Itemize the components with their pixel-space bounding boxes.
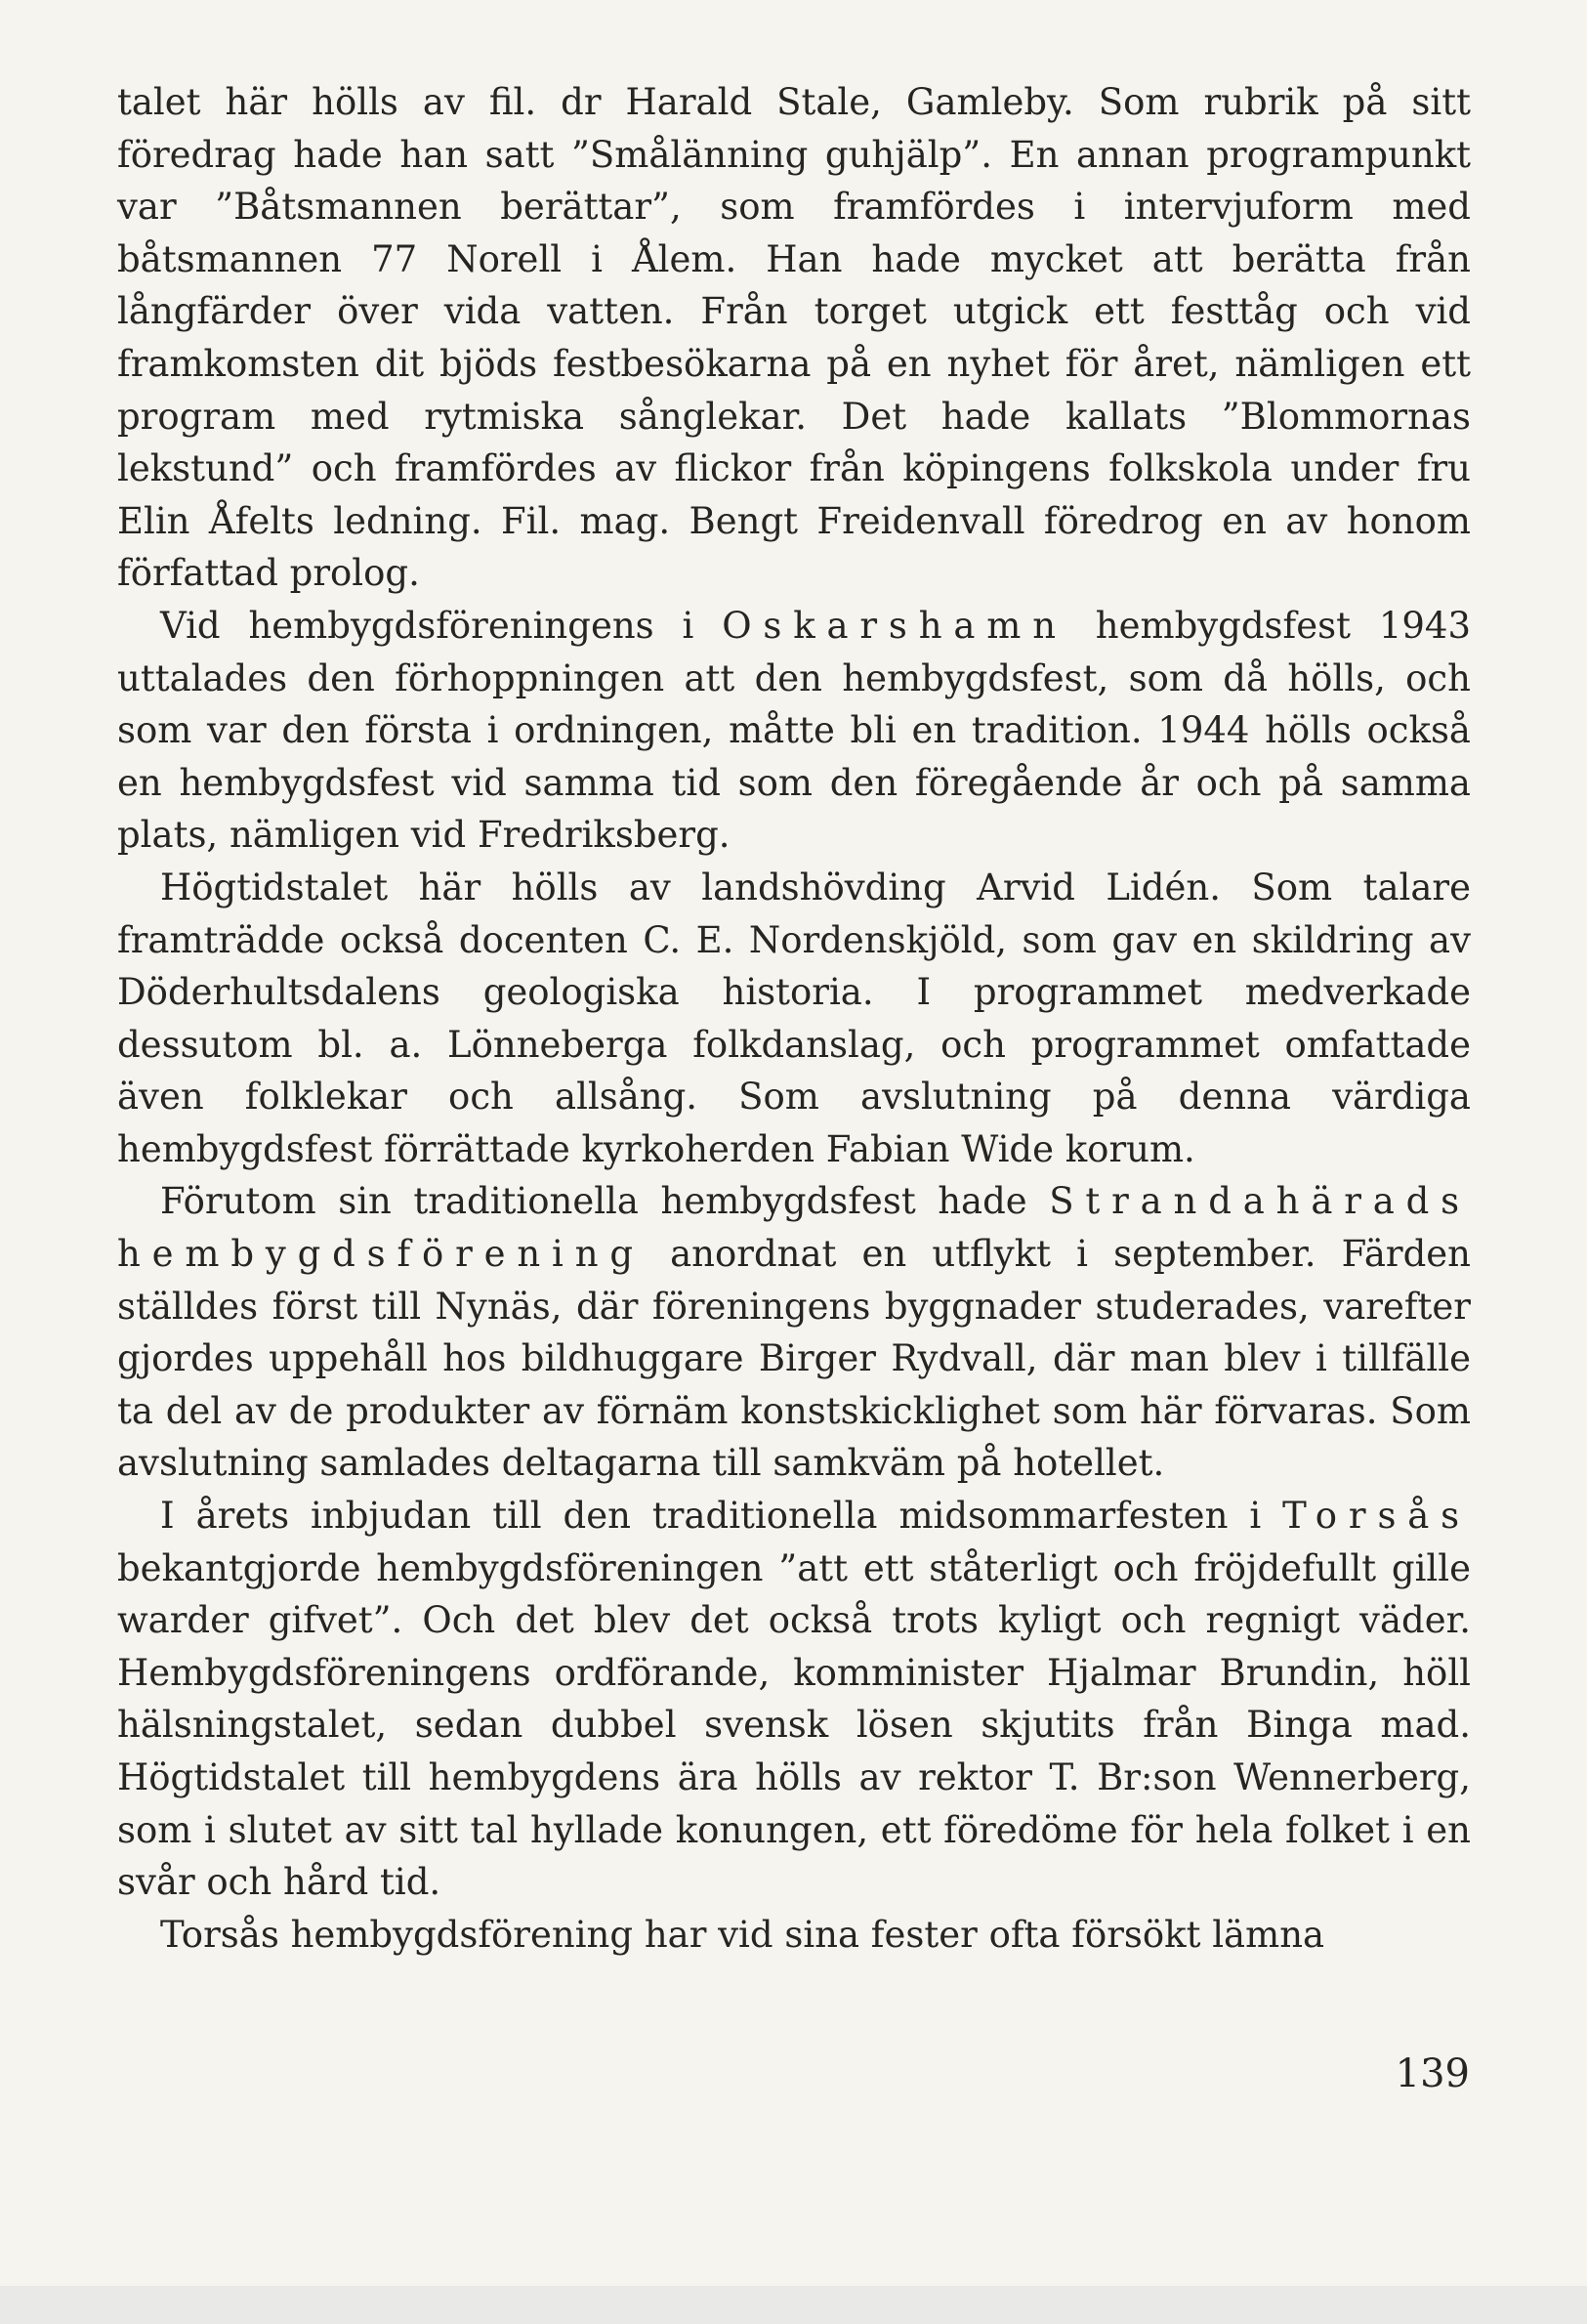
paragraph (117, 1490, 1471, 1909)
text-run: Förutom sin traditionella hembygdsfest hade (160, 1180, 1050, 1223)
spaced-place-name: Strandahärads hembygdsförening (117, 1180, 1471, 1276)
text-run: hembygdsfest 1943 uttalades den förhoppningen att den hembygdsfest, som då hölls, och som var den första i ordningen, måtte bli en tradition. 1944 hölls också en hembygdsfest vid samma tid som den föregående år och på samma plats, nämligen vid Fredriksberg. (117, 604, 1471, 857)
text-run: I årets inbjudan till den traditionella midsommarfesten i (160, 1495, 1283, 1538)
text-run: anordnat en utflykt i september. Färden ställdes först till Nynäs, där föreningens byggnader studerades, varefter gjordes uppehåll hos bildhuggare Birger Rydvall, där man blev i tillfälle ta del av de produkter av förnäm konstskicklighet som här förvaras. Som avslutning samlades deltagarna till samkväm på hotellet. (117, 1233, 1471, 1485)
text-run: talet här hölls av fil. dr Harald Stale, Gamleby. Som rubrik på sitt föredrag hade han satt ”Smålänning guhjälp”. En annan programpunkt var ”Båtsmannen berättar”, som framfördes i intervjuform med båtsmannen 77 Norell i Ålem. Han hade mycket att berätta från långfärder över vida vatten. Från torget utgick ett festtåg och vid framkomsten dit bjöds festbesökarna på en nyhet för året, nämligen ett program med rytmiska sånglekar. Det hade kallats ”Blommornas lekstund” och framfördes av flickor från köpingens folkskola under fru Elin Åfelts ledning. Fil. mag. Bengt Freidenvall föredrog en av honom författad prolog. (117, 81, 1471, 595)
text-run: Vid hembygdsföreningens i (160, 604, 723, 647)
text-run: Högtidstalet här hölls av landshövding Arvid Lidén. Som talare framträdde också docenten C. E. Nordenskjöld, som gav en skildring av Döderhultsdalens geologiska historia. I programmet medverkade dessutom bl. a. Lönneberga folkdanslag, och programmet omfattade även folklekar och allsång. Som avslutning på denna värdiga hembygdsfest förrättade kyrkoherden Fabian Wide korum. (117, 866, 1471, 1170)
text-run: Torsås hembygdsförening har vid sina fester ofta försökt lämna (160, 1913, 1325, 1956)
paragraph (117, 1909, 1471, 1962)
body-text (117, 76, 1471, 1961)
page-number: 139 (1395, 2051, 1470, 2096)
paragraph (117, 600, 1471, 862)
text-run: bekantgjorde hembygdsföreningen ”att ett ståterligt och fröjdefullt gille warder gifvet”. Och det blev det också trots kyligt och regnigt väder. Hembygdsföreningens ordförande, komminister Hjalmar Brundin, höll hälsningstalet, sedan dubbel svensk lösen skjutits från Binga mad. Högtidstalet till hembygdens ära hölls av rektor T. Br:son Wennerberg, som i slutet av sitt tal hyllade konungen, ett föredöme för hela folket i en svår och hård tid. (117, 1546, 1471, 1904)
spaced-place-name: Torsås (1282, 1495, 1471, 1538)
paragraph (117, 862, 1471, 1176)
paragraph (117, 76, 1471, 600)
spaced-place-name: Oskarshamn (722, 604, 1067, 647)
paragraph (117, 1175, 1471, 1490)
